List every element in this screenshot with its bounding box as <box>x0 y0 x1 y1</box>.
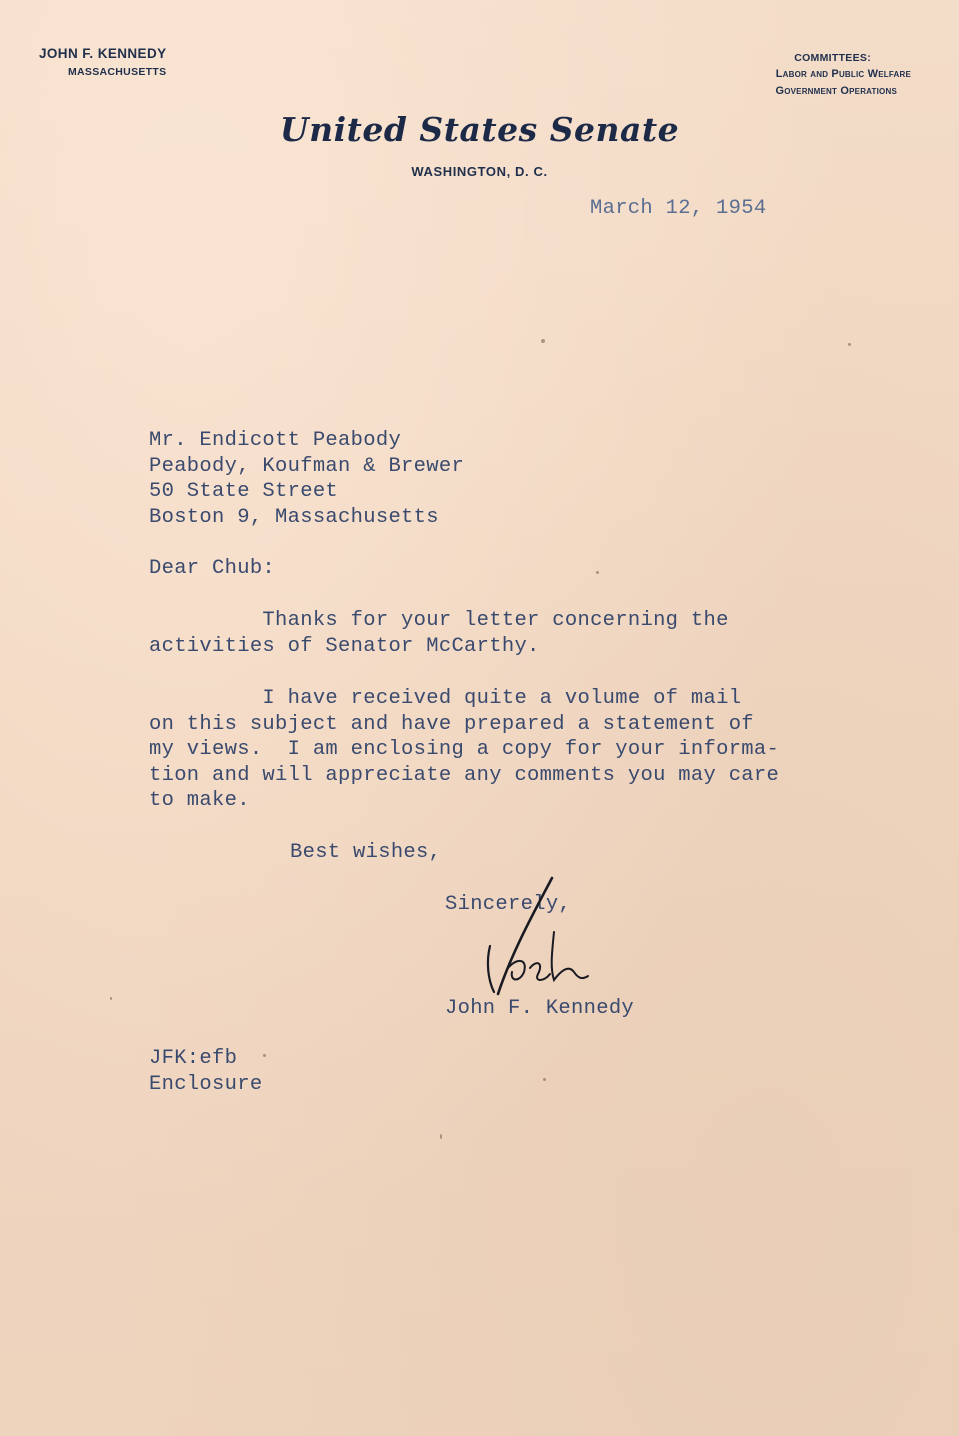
letterhead-sender-name: JOHN F. KENNEDY <box>39 46 167 61</box>
letterhead-sender-state: MASSACHUSETTS <box>68 66 167 78</box>
paper-speck <box>848 343 851 346</box>
letterhead-committees-label: COMMITTEES: <box>794 52 871 64</box>
reference-block <box>149 1046 262 1097</box>
handwritten-signature <box>464 872 604 1002</box>
paper-speck <box>263 1054 266 1057</box>
body-line: my views. I am enclosing a copy for your informa- <box>149 738 780 761</box>
letterhead-committee-2: Government Operations <box>775 85 897 97</box>
letterhead-committee-1: Labor and Public Welfare <box>775 68 911 80</box>
body-line: on this subject and have prepared a statement of <box>149 712 754 736</box>
letter-date: March 12, 1954 <box>590 197 767 220</box>
recipient-line: Boston 9, Massachusetts <box>149 505 439 529</box>
body-paragraph-2 <box>149 686 779 814</box>
paper-speck <box>543 1078 546 1081</box>
reference-initials: JFK:efb <box>149 1047 238 1070</box>
body-line: I have received quite a volume of mail <box>149 687 742 710</box>
letterhead-city: WASHINGTON, D. C. <box>411 164 548 179</box>
recipient-line: 50 State Street <box>149 480 339 503</box>
letterhead-institution: United States Senate <box>279 110 680 149</box>
closing-best-wishes: Best wishes, <box>290 841 442 864</box>
recipient-line: Mr. Endicott Peabody <box>149 429 402 452</box>
paper-speck <box>541 339 545 343</box>
closing-sincerely: Sincerely, <box>445 893 572 916</box>
body-line: activities of Senator McCarthy. <box>149 634 540 658</box>
body-line: Thanks for your letter concerning the <box>149 609 729 632</box>
salutation: Dear Chub: <box>149 557 276 580</box>
recipient-line: Peabody, Koufman & Brewer <box>149 454 465 478</box>
paper-speck <box>440 1134 442 1139</box>
signer-name: John F. Kennedy <box>445 997 635 1020</box>
recipient-address <box>149 428 464 530</box>
paper-speck <box>110 997 112 1000</box>
body-line: to make. <box>149 789 250 812</box>
enclosure-note: Enclosure <box>149 1072 263 1096</box>
body-line: tion and will appreciate any comments you may care <box>149 763 780 787</box>
paper-speck <box>596 571 599 574</box>
body-paragraph-1 <box>149 608 729 659</box>
